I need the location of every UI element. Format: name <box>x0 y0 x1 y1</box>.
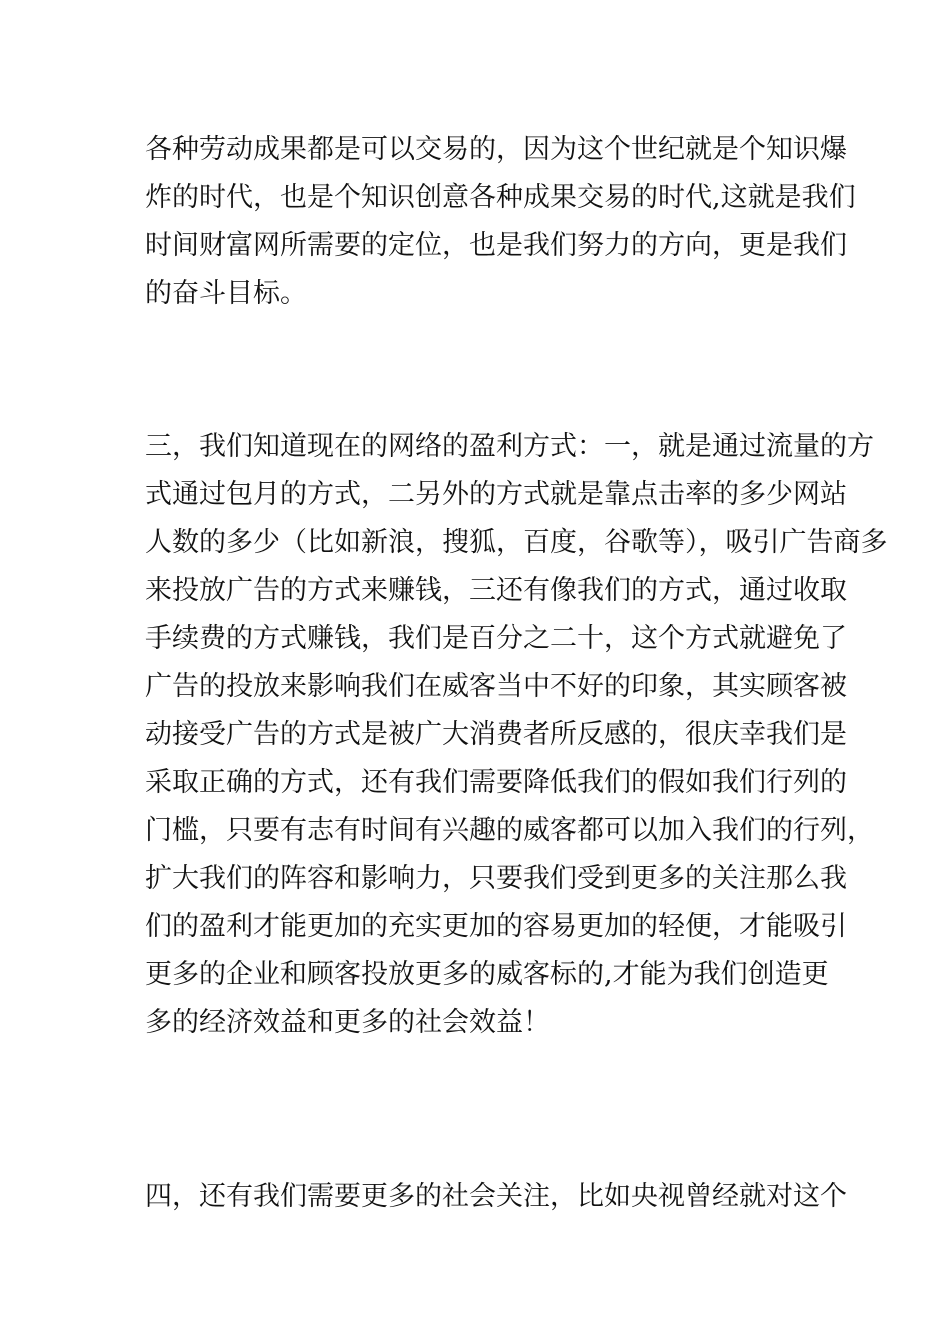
paragraph-line: 三，我们知道现在的网络的盈利方式：一，就是通过流量的方 <box>145 431 874 462</box>
paragraph-line: 更多的企业和顾客投放更多的威客标的,才能为我们创造更 <box>145 959 829 990</box>
paragraph-line: 手续费的方式赚钱，我们是百分之二十，这个方式就避免了 <box>145 623 847 654</box>
paragraph-2 <box>145 423 888 1047</box>
paragraph-line: 动接受广告的方式是被广大消费者所反感的，很庆幸我们是 <box>145 719 847 750</box>
paragraph-line: 四，还有我们需要更多的社会关注，比如央视曾经就对这个 <box>145 1181 847 1212</box>
paragraph-line: 的奋斗目标。 <box>145 278 307 309</box>
paragraph-line: 来投放广告的方式来赚钱，三还有像我们的方式，通过收取 <box>145 575 847 606</box>
paragraph-3 <box>145 1173 847 1221</box>
paragraph-line: 人数的多少（比如新浪，搜狐，百度，谷歌等），吸引广告商多 <box>145 527 888 558</box>
paragraph-line: 多的经济效益和更多的社会效益！ <box>145 1007 550 1038</box>
paragraph-line: 采取正确的方式，还有我们需要降低我们的假如我们行列的 <box>145 767 847 798</box>
paragraph-line: 扩大我们的阵容和影响力，只要我们受到更多的关注那么我 <box>145 863 847 894</box>
paragraph-line: 时间财富网所需要的定位，也是我们努力的方向，更是我们 <box>145 230 847 261</box>
paragraph-1 <box>145 126 856 318</box>
paragraph-line: 们的盈利才能更加的充实更加的容易更加的轻便，才能吸引 <box>145 911 847 942</box>
paragraph-line: 门槛，只要有志有时间有兴趣的威客都可以加入我们的行列， <box>145 815 874 846</box>
paragraph-line: 炸的时代，也是个知识创意各种成果交易的时代,这就是我们 <box>145 182 856 213</box>
paragraph-line: 各种劳动成果都是可以交易的，因为这个世纪就是个知识爆 <box>145 134 847 165</box>
paragraph-line: 式通过包月的方式，二另外的方式就是靠点击率的多少网站 <box>145 479 847 510</box>
paragraph-line: 广告的投放来影响我们在威客当中不好的印象，其实顾客被 <box>145 671 847 702</box>
